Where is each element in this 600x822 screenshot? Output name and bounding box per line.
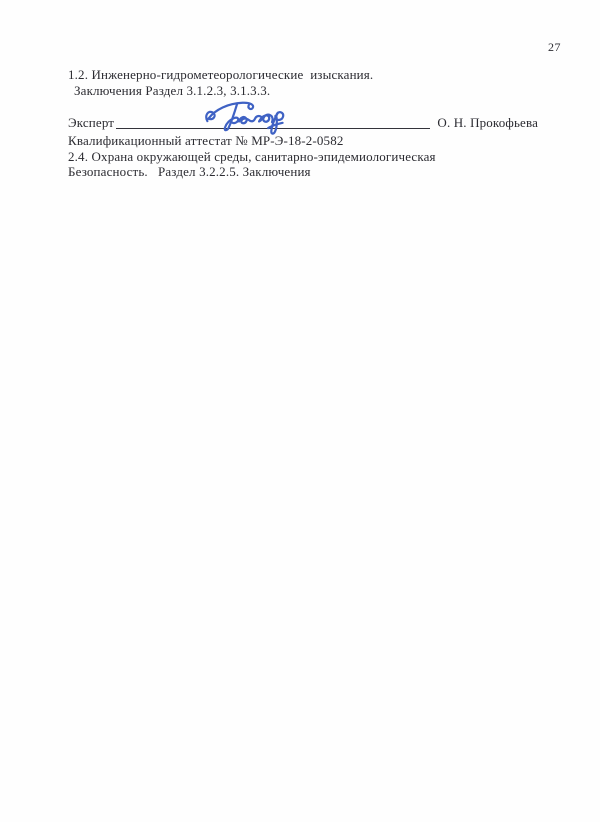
handwritten-signature-icon [203,99,305,137]
expert-label: Эксперт [68,115,115,130]
section-environment-line2: Безопасность. Раздел 3.2.2.5. Заключения [68,164,311,179]
section-environment-line1: 2.4. Охрана окружающей среды, санитарно-эпидемиологическая [68,149,436,164]
section-survey-line1: 1.2. Инженерно-гидрометеорологические изыскания. [68,67,374,82]
section-survey-line2: Заключения Раздел 3.1.2.3, 3.1.3.3. [74,83,271,98]
page-number: 27 [548,40,561,54]
attestation-line: Квалификационный аттестат № МР-Э-18-2-0582 [68,133,344,148]
expert-name: О. Н. Прокофьева [437,115,538,130]
